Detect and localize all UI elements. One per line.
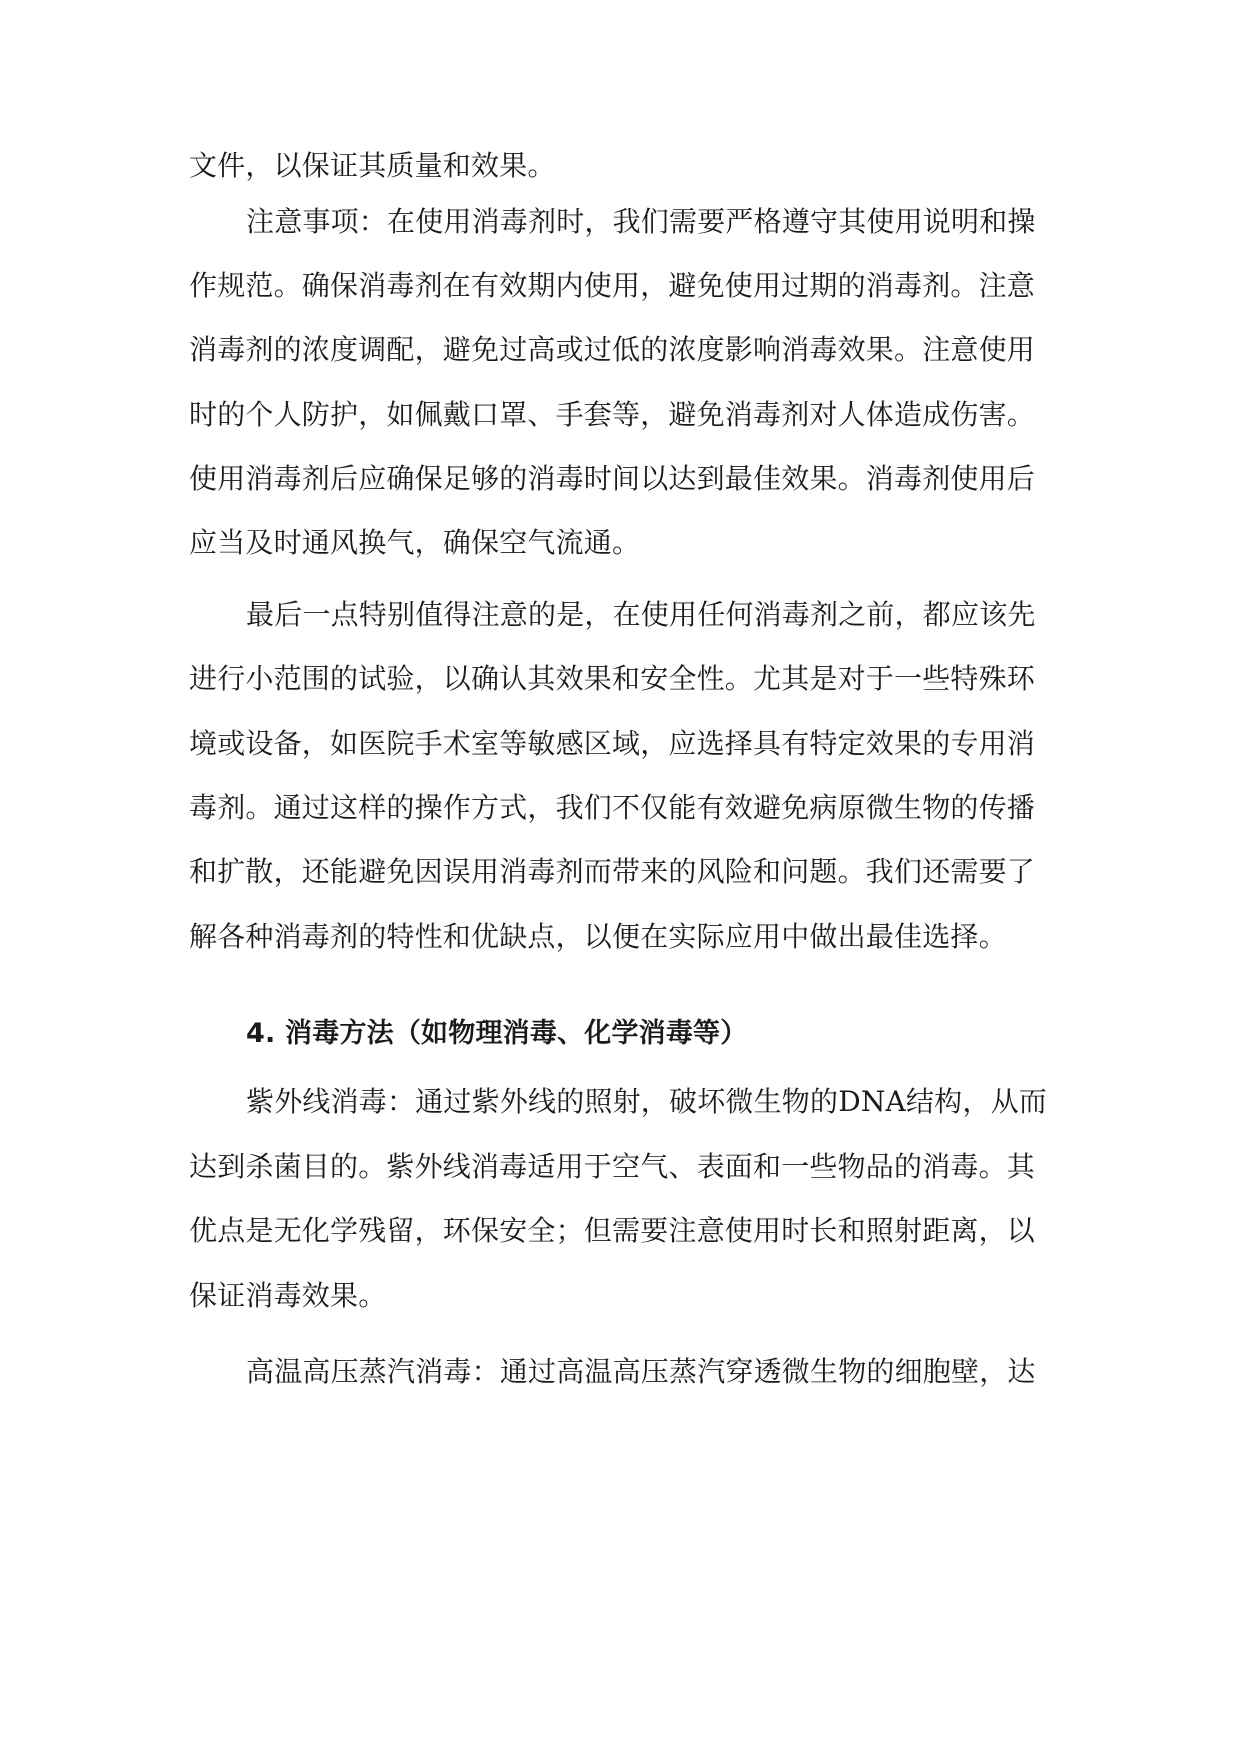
text-line: 进行小范围的试验，以确认其效果和安全性。尤其是对于一些特殊环 xyxy=(189,662,1036,695)
text-line: 文件，以保证其质量和效果。 xyxy=(189,149,556,182)
text-line: 达到杀菌目的。紫外线消毒适用于空气、表面和一些物品的消毒。其 xyxy=(189,1150,1036,1183)
text-line: 作规范。确保消毒剂在有效期内使用，避免使用过期的消毒剂。注意 xyxy=(189,269,1036,302)
paragraph-first-line: 紫外线消毒：通过紫外线的照射，破坏微生物的DNA结构，从而 xyxy=(246,1085,1047,1118)
text-line: 优点是无化学残留，环保安全；但需要注意使用时长和照射距离，以 xyxy=(189,1214,1036,1247)
text-line: 解各种消毒剂的特性和优缺点，以便在实际应用中做出最佳选择。 xyxy=(189,920,1007,953)
text-line: 和扩散，还能避免因误用消毒剂而带来的风险和问题。我们还需要了 xyxy=(189,855,1036,888)
text-line: 保证消毒效果。 xyxy=(189,1279,387,1312)
text-line: 使用消毒剂后应确保足够的消毒时间以达到最佳效果。消毒剂使用后 xyxy=(189,462,1036,495)
section-heading: 4. 消毒方法（如物理消毒、化学消毒等） xyxy=(246,1018,748,1049)
text-line: 毒剂。通过这样的操作方式，我们不仅能有效避免病原微生物的传播 xyxy=(189,791,1036,824)
text-line: 应当及时通风换气，确保空气流通。 xyxy=(189,526,641,559)
text-line: 境或设备，如医院手术室等敏感区域，应选择具有特定效果的专用消 xyxy=(189,727,1036,760)
paragraph-first-line: 高温高压蒸汽消毒：通过高温高压蒸汽穿透微生物的细胞壁，达 xyxy=(246,1355,1036,1388)
text-line: 时的个人防护，如佩戴口罩、手套等，避免消毒剂对人体造成伤害。 xyxy=(189,398,1036,431)
paragraph-first-line: 注意事项：在使用消毒剂时，我们需要严格遵守其使用说明和操 xyxy=(246,205,1036,238)
text-line: 消毒剂的浓度调配，避免过高或过低的浓度影响消毒效果。注意使用 xyxy=(189,333,1036,366)
paragraph-first-line: 最后一点特别值得注意的是，在使用任何消毒剂之前，都应该先 xyxy=(246,598,1036,631)
